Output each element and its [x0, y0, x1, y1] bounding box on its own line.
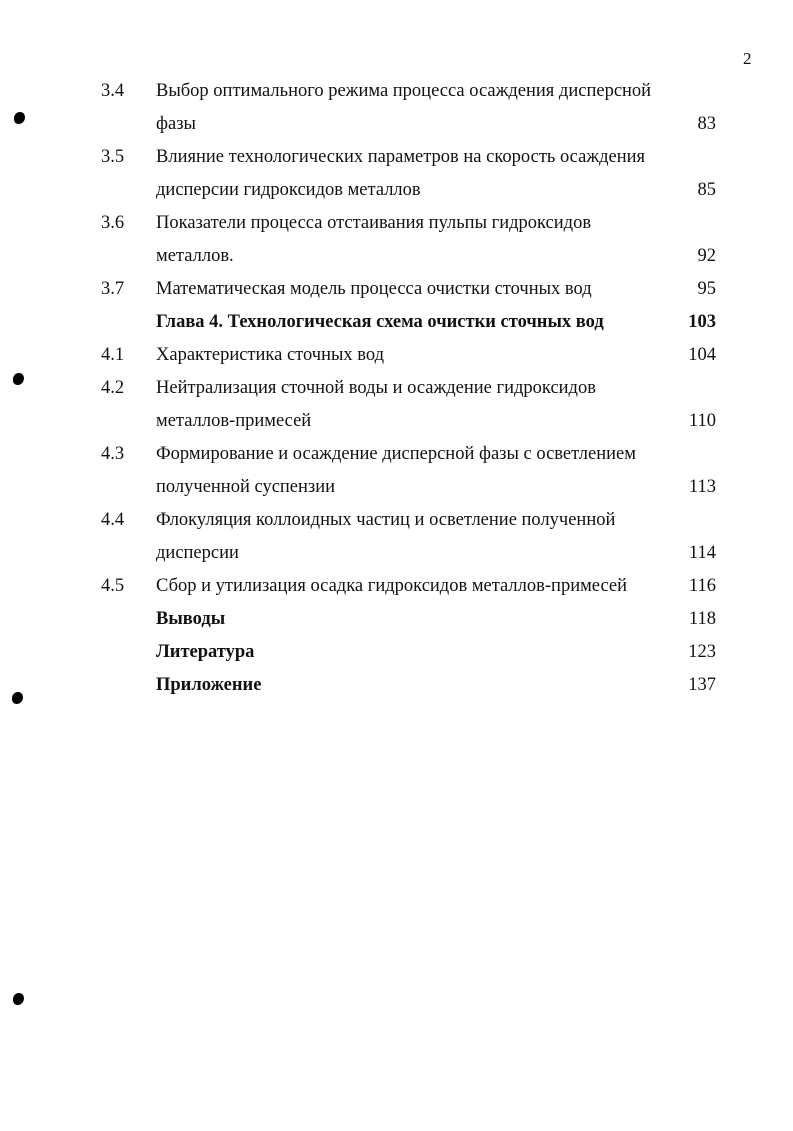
section-number: 4.1 — [101, 345, 125, 365]
section-number: 3.5 — [101, 147, 125, 167]
section-title: Литература — [156, 642, 255, 662]
scan-speck — [12, 692, 23, 704]
toc-entry-3-6 — [0, 207, 793, 273]
section-title: Приложение — [156, 675, 262, 695]
page-ref: 114 — [688, 543, 716, 563]
toc-entry-3-5 — [0, 141, 793, 207]
section-number: 4.4 — [101, 510, 125, 530]
section-title: Выводы — [156, 609, 226, 629]
page-ref: 118 — [688, 609, 716, 629]
section-number: 4.2 — [101, 378, 125, 398]
section-title: Выбор оптимального режима процесса осаждения дисперсной фазы — [156, 81, 652, 134]
page-ref: 92 — [697, 246, 716, 266]
toc-entry-appendix — [0, 669, 793, 702]
section-title: Характеристика сточных вод — [156, 345, 385, 365]
chapter-title: Глава 4. Технологическая схема очистки сточных вод — [156, 312, 604, 332]
section-number: 4.3 — [101, 444, 125, 464]
toc-entry-chapter-4 — [0, 306, 793, 339]
section-number: 3.6 — [101, 213, 125, 233]
toc-entry-3-4 — [0, 75, 793, 141]
page-ref: 116 — [688, 576, 716, 596]
page-ref: 123 — [688, 642, 716, 662]
page-ref: 113 — [688, 477, 716, 497]
toc-entry-4-5 — [0, 570, 793, 603]
section-title: Формирование и осаждение дисперсной фазы с осветлением полученной суспензии — [156, 444, 636, 497]
section-title: Математическая модель процесса очистки сточных вод — [156, 279, 592, 299]
page-ref: 85 — [697, 180, 716, 200]
section-title: Нейтрализация сточной воды и осаждение гидроксидов металлов-примесей — [156, 378, 596, 431]
toc-entry-4-4 — [0, 504, 793, 570]
toc-entry-4-2 — [0, 372, 793, 438]
toc-entry-conclusions — [0, 603, 793, 636]
section-title: Флокуляция коллоидных частиц и осветление полученной дисперсии — [156, 510, 616, 563]
toc-entry-4-1 — [0, 339, 793, 372]
page-ref: 95 — [697, 279, 716, 299]
section-title: Показатели процесса отстаивания пульпы гидроксидов металлов. — [156, 213, 592, 266]
section-number: 4.5 — [101, 576, 125, 596]
page-ref: 137 — [688, 675, 716, 695]
page-ref: 83 — [697, 114, 716, 134]
toc-entry-3-7 — [0, 273, 793, 306]
toc-entry-literature — [0, 636, 793, 669]
section-number: 3.4 — [101, 81, 125, 101]
page-number: 2 — [743, 49, 752, 68]
page-ref: 104 — [688, 345, 716, 365]
scan-speck — [13, 993, 24, 1005]
toc-entry-4-3 — [0, 438, 793, 504]
page-ref: 103 — [688, 312, 716, 332]
section-title: Сбор и утилизация осадка гидроксидов металлов-примесей — [156, 576, 628, 596]
section-title: Влияние технологических параметров на скорость осаждения дисперсии гидроксидов металлов — [156, 147, 646, 200]
table-of-contents — [0, 75, 793, 702]
page-ref: 110 — [688, 411, 716, 431]
section-number: 3.7 — [101, 279, 125, 299]
